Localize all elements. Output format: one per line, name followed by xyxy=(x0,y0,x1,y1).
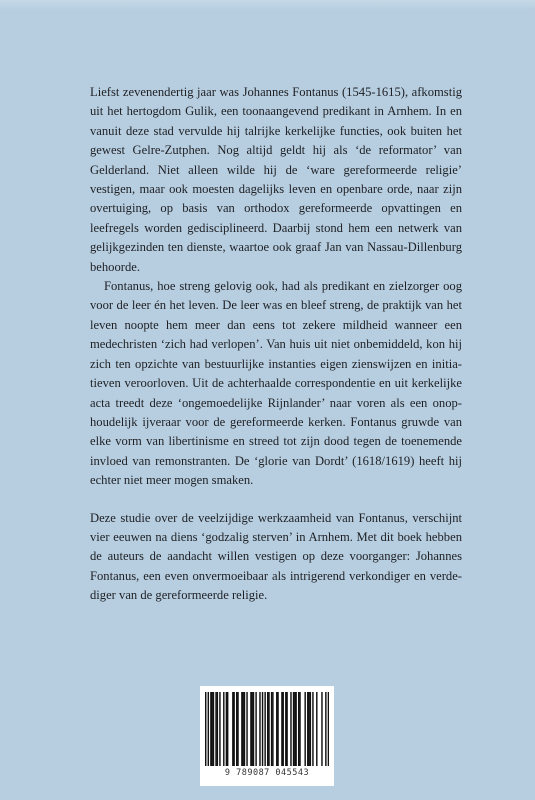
barcode-bar xyxy=(307,692,308,766)
barcode-bar xyxy=(253,692,254,766)
barcode-bar xyxy=(213,692,214,766)
barcode-bar xyxy=(210,692,211,766)
barcode-bar xyxy=(277,692,278,766)
blurb-text xyxy=(90,83,462,606)
cover-top-edge xyxy=(0,0,535,10)
barcode-bar xyxy=(285,692,286,766)
barcode-bar xyxy=(312,692,313,766)
barcode-bars xyxy=(205,692,329,766)
barcode-bar xyxy=(262,692,263,766)
barcode-bar xyxy=(325,692,326,766)
barcode-bar xyxy=(281,692,282,766)
barcode-bar xyxy=(232,692,233,766)
barcode-bar xyxy=(308,692,309,766)
barcode-bar xyxy=(272,692,273,766)
barcode-number: 9 789087 045543 xyxy=(224,768,310,778)
barcode-bar xyxy=(310,692,311,766)
barcode-bar xyxy=(208,692,209,766)
barcode-bar xyxy=(283,692,284,766)
barcode-bar xyxy=(316,692,317,766)
barcode-bar xyxy=(294,692,295,766)
barcode-bar xyxy=(205,692,206,766)
barcode-bar xyxy=(264,692,265,766)
barcode-bar xyxy=(211,692,212,766)
barcode-bar xyxy=(304,692,305,766)
barcode-bar xyxy=(219,692,220,766)
barcode-bar xyxy=(271,692,272,766)
blurb-paragraph-2: Fontanus, hoe streng gelovig ook, had als predikant en zielzorger oog voor de leer én het leven. De leer was en bleef streng, de praktijk van het leven noopte hem meer dan eens tot zekere mildheid wanneer een medechristen ‘zich had verlopen’. Van huis uit niet onbemiddeld, kon hij zich ten opzichte van bestuurlijke instanties eigen zienswijzen en initiatieven veroorloven. Uit de achterhaalde correspondentie en uit kerkelijke acta treedt deze ‘ongemoedelijke Rijnlander’ naar voren als een onophoudelijk ijveraar voor de gereformeerde kerken. Fontanus gruwde van elke vorm van libertinisme en streed tot zijn dood tegen de toenemende invloed van remonstranten. De ‘glorie van Dordt’ (1618/1619) heeft hij echter niet meer mogen smaken. xyxy=(90,279,462,488)
barcode-bar xyxy=(290,692,291,766)
barcode-bar xyxy=(293,692,294,766)
barcode-bar xyxy=(299,692,300,766)
barcode-bar xyxy=(246,692,247,766)
barcode-bar xyxy=(298,692,299,766)
barcode-bar xyxy=(328,692,329,766)
barcode-bar xyxy=(236,692,237,766)
barcode-bar xyxy=(255,692,256,766)
barcode-bar xyxy=(241,692,242,766)
barcode-bar xyxy=(242,692,243,766)
barcode-bar xyxy=(276,692,277,766)
barcode-bar xyxy=(267,692,268,766)
barcode-bar xyxy=(233,692,234,766)
barcode-bar xyxy=(244,692,245,766)
barcode-bar xyxy=(268,692,269,766)
barcode-bar xyxy=(237,692,238,766)
isbn-barcode xyxy=(200,686,334,786)
barcode-bar xyxy=(215,692,216,766)
blurb-paragraph-3: Deze studie over de veelzijdige werkzaamheid van Fontanus, verschijnt vier eeuwen na diens ‘godzalig sterven’ in Arnhem. Met dit boek hebben de auteurs de aandacht willen vestigen op deze voorganger: Johannes Fontanus, een even onvermoeibaar als intrigerend verkondiger en verdediger van de gereformeerde religie. xyxy=(90,510,462,603)
barcode-bar xyxy=(226,692,227,766)
barcode-bar xyxy=(250,692,251,766)
barcode-bar xyxy=(321,692,322,766)
barcode-bar xyxy=(252,692,253,766)
barcode-bar xyxy=(217,692,218,766)
barcode-bar xyxy=(259,692,260,766)
barcode-bar xyxy=(295,692,296,766)
barcode-bar xyxy=(223,692,224,766)
barcode-bar xyxy=(227,692,228,766)
blurb-paragraph-1: Liefst zevenendertig jaar was Johannes Fontanus (1545-1615), afkomstig uit het hertogdom Gulik, een toonaangevend predikant in Arnhem. In en vanuit deze stad vervulde hij talrijke kerkelijke functies, ook buiten het gewest Gelre-Zutphen. Nog altijd geldt hij als ‘de reformator’ van Gelderland. Niet alleen wilde hij de ‘ware gereformeerde religie’ vestigen, maar ook moesten dagelijks leven en openbare orde, naar zijn overtuiging, op basis van orthodox gereformeerde opvattingen en leefregels worden gedisciplineerd. Daarbij stond hem een netwerk van gelijkgezinden ten dienste, waartoe ook graaf Jan van Nassau-Dillenburg behoorde. xyxy=(90,85,462,274)
barcode-bar xyxy=(286,692,287,766)
